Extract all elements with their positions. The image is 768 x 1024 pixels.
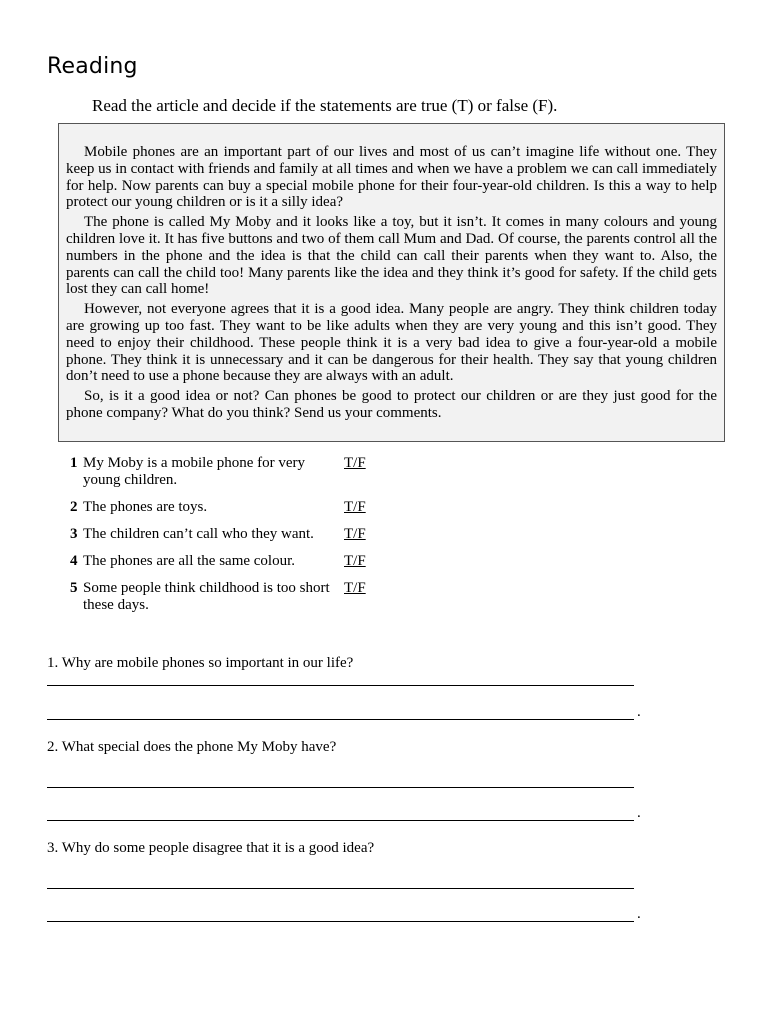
true-false-mark[interactable]: T/F xyxy=(344,526,366,542)
statement-number: 5 xyxy=(70,580,78,596)
answer-line[interactable] xyxy=(47,820,634,821)
article-paragraph-3: However, not everyone agrees that it is a good idea. Many people are angry. They think children today are growing up too fast. They want to be like adults when they are very young and this isn’t good. They need to enjoy their childhood. These people think it is a very bad idea to give a four-year-old a mobile phone. They think it is unnecessary and it can be dangerous for their health. They say that young children don’t need to use a phone because they are always with an adult. xyxy=(66,301,717,385)
question-3: 3. Why do some people disagree that it is a good idea? xyxy=(47,840,375,856)
statement-number: 1 xyxy=(70,455,78,471)
true-false-list xyxy=(60,455,380,624)
statement-text: The phones are all the same colour. xyxy=(83,553,296,569)
answer-line[interactable] xyxy=(47,888,634,889)
statement-text: The phones are toys. xyxy=(83,499,208,515)
true-false-mark[interactable]: T/F xyxy=(344,499,366,515)
page-title: Reading xyxy=(47,54,138,79)
statement-item xyxy=(60,526,380,543)
statement-text: Some people think childhood is too short these days. xyxy=(83,580,330,613)
answer-end-mark: . xyxy=(637,805,641,821)
article-paragraph-2: The phone is called My Moby and it looks like a toy, but it isn’t. It comes in many colours and young children love it. It has five buttons and two of them call Mum and Dad. Of course, the parents control all the numbers in the phone and the idea is that the child can call their parents when they want to. Also, the parents can call the child too! Many parents like the idea and they think it’s good for safety. If the child gets lost they can call home! xyxy=(66,214,717,298)
true-false-mark[interactable]: T/F xyxy=(344,580,366,596)
question-1: 1. Why are mobile phones so important in our life? xyxy=(47,655,354,671)
answer-line[interactable] xyxy=(47,921,634,922)
statement-text: My Moby is a mobile phone for very young children. xyxy=(83,455,306,488)
statement-item xyxy=(60,499,380,516)
statement-item xyxy=(60,553,380,570)
answer-line[interactable] xyxy=(47,685,634,686)
article-box xyxy=(58,123,725,442)
article-paragraph-1: Mobile phones are an important part of our lives and most of us can’t imagine life without one. They keep us in contact with friends and family at all times and when we have a problem we can call immediately for help. Now parents can buy a special mobile phone for their four-year-old children. Is this a way to help protect our young children or is it a silly idea? xyxy=(66,144,717,211)
instruction-text: Read the article and decide if the statements are true (T) or false (F). xyxy=(92,96,558,115)
question-2: 2. What special does the phone My Moby have? xyxy=(47,739,337,755)
answer-end-mark: . xyxy=(637,906,641,922)
statement-number: 3 xyxy=(70,526,78,542)
answer-line[interactable] xyxy=(47,787,634,788)
article-paragraph-4: So, is it a good idea or not? Can phones be good to protect our children or are they just good for the phone company? What do you think? Send us your comments. xyxy=(66,388,717,421)
answer-line[interactable] xyxy=(47,719,634,720)
statement-text: The children can’t call who they want. xyxy=(83,526,314,542)
statement-item xyxy=(60,580,380,614)
statement-number: 2 xyxy=(70,499,78,515)
answer-end-mark: . xyxy=(637,704,641,720)
statement-item xyxy=(60,455,380,489)
true-false-mark[interactable]: T/F xyxy=(344,553,366,569)
statement-number: 4 xyxy=(70,553,78,569)
true-false-mark[interactable]: T/F xyxy=(344,455,366,471)
